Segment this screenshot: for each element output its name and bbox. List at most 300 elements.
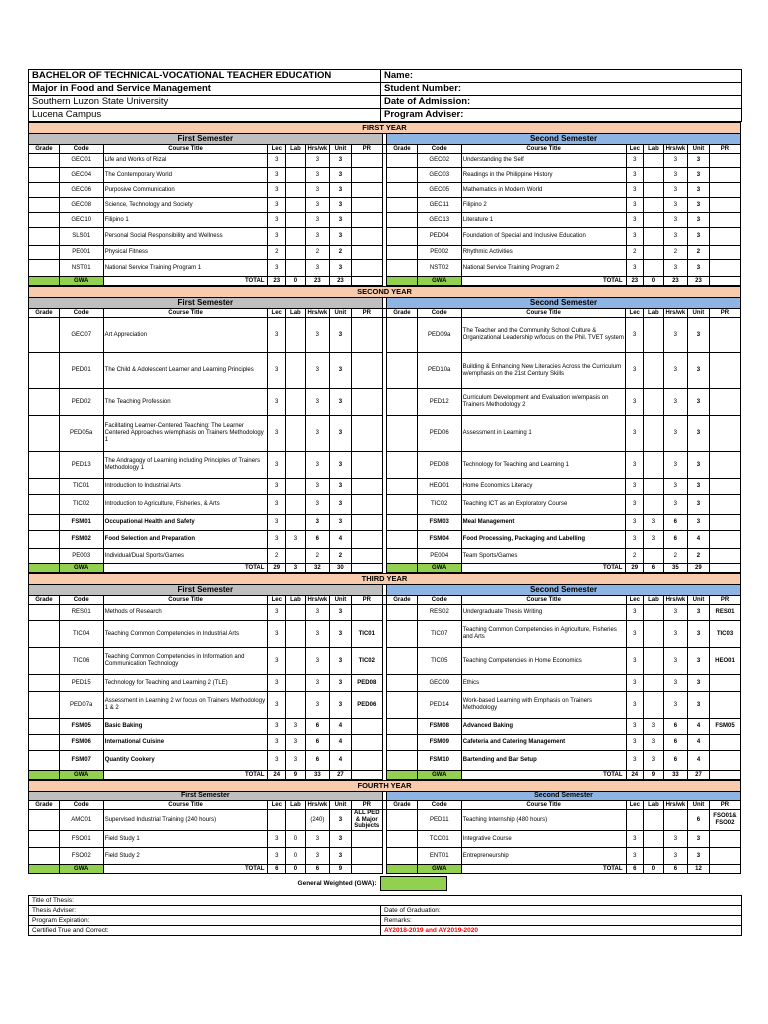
- col-hrs: Hrs/wk: [305, 596, 329, 605]
- course-code: FSM05: [59, 719, 103, 735]
- total-hours: 33: [305, 771, 329, 780]
- grade-cell[interactable]: [29, 648, 60, 675]
- prerequisite: [351, 389, 382, 416]
- prerequisite: [709, 389, 740, 416]
- course-title: The Child & Adolescent Learner and Learning Principles: [103, 353, 268, 389]
- year-title: FIRST YEAR: [29, 123, 741, 134]
- course-units: 2: [329, 246, 351, 260]
- total-lab: 3: [285, 564, 305, 573]
- hours-per-week: 2: [663, 549, 687, 564]
- lec-units: 3: [626, 416, 644, 452]
- lab-units: [643, 452, 663, 479]
- course-code: TIC02: [59, 495, 103, 515]
- lec-units: 3: [268, 531, 286, 549]
- course-code: GEC01: [59, 154, 103, 168]
- prerequisite: ALL PED & Major Subjects: [351, 810, 382, 831]
- program-adviser-field[interactable]: Program Adviser:: [381, 109, 742, 122]
- hours-per-week: 3: [305, 260, 329, 277]
- hours-per-week: 6: [663, 515, 687, 531]
- hours-per-week: 3: [663, 260, 687, 277]
- total-hours: 23: [663, 277, 687, 286]
- course-title: Advanced Baking: [461, 719, 626, 735]
- course-units: 3: [329, 154, 351, 168]
- grade-cell[interactable]: [29, 213, 60, 228]
- col-unit: Unit: [329, 309, 351, 318]
- grade-cell[interactable]: [29, 675, 60, 692]
- student-info-header: [28, 69, 742, 122]
- course-title: Teaching Common Competencies in Agriculture, Fisheries and Arts: [461, 621, 626, 648]
- lab-units: [644, 648, 664, 675]
- course-title: Art Appreciation: [103, 318, 268, 353]
- col-grade: Grade: [387, 309, 418, 318]
- name-field[interactable]: Name:: [381, 70, 742, 83]
- lab-units: [285, 495, 305, 515]
- course-units: 3: [687, 228, 709, 246]
- course-title: Literature 1: [461, 213, 626, 228]
- totals-row: [29, 277, 741, 286]
- course-title: Teaching ICT as an Exploratory Course: [461, 495, 626, 515]
- gwa-label: GWA: [59, 277, 103, 286]
- grade-cell[interactable]: [29, 735, 60, 751]
- grade-cell[interactable]: [387, 183, 418, 198]
- grade-cell[interactable]: [387, 260, 418, 277]
- hours-per-week: 3: [663, 416, 687, 452]
- course-title: Introduction to Industrial Arts: [103, 479, 268, 495]
- course-code: FSO02: [59, 848, 103, 865]
- col-code: Code: [417, 309, 461, 318]
- grade-cell[interactable]: [29, 810, 60, 831]
- course-row: [29, 228, 741, 246]
- grade-cell[interactable]: [387, 719, 418, 735]
- hours-per-week: 3: [663, 675, 687, 692]
- gwa-cell[interactable]: [387, 277, 418, 286]
- grade-cell[interactable]: [387, 810, 418, 831]
- total-hours: 6: [305, 865, 329, 874]
- lec-units: 3: [626, 621, 644, 648]
- col-code: Code: [59, 801, 103, 810]
- general-weighted-value[interactable]: [380, 877, 446, 891]
- gwa-label: GWA: [59, 771, 103, 780]
- grade-cell[interactable]: [29, 389, 60, 416]
- prerequisite: [709, 183, 740, 198]
- grade-cell[interactable]: [387, 735, 418, 751]
- course-title: Meal Management: [461, 515, 626, 531]
- course-code: FSM10: [417, 751, 461, 771]
- course-title: Personal Social Responsibility and Wellness: [103, 228, 268, 246]
- prerequisite: [709, 213, 740, 228]
- lab-units: 3: [286, 751, 306, 771]
- grade-cell[interactable]: [29, 260, 60, 277]
- gwa-cell[interactable]: [387, 771, 418, 780]
- course-units: 3: [688, 621, 710, 648]
- course-title: The Contemporary World: [103, 168, 268, 183]
- prerequisite: [351, 495, 382, 515]
- prerequisite: PED06: [351, 692, 382, 719]
- grade-cell[interactable]: [387, 452, 418, 479]
- grade-cell[interactable]: [387, 213, 418, 228]
- total-lec: 6: [268, 865, 286, 874]
- grade-cell[interactable]: [387, 848, 418, 865]
- lec-units: 3: [268, 154, 286, 168]
- course-row: [29, 495, 741, 515]
- course-units: 3: [688, 692, 710, 719]
- admission-date-field[interactable]: Date of Admission:: [381, 96, 742, 109]
- prerequisite: [351, 848, 382, 865]
- lab-units: [644, 831, 664, 848]
- gwa-cell[interactable]: [29, 771, 60, 780]
- lab-units: [285, 452, 305, 479]
- lec-units: 3: [268, 183, 286, 198]
- year-table: [28, 122, 741, 286]
- course-title: Mathematics in Modern World: [461, 183, 626, 198]
- grade-cell[interactable]: [387, 479, 418, 495]
- grade-cell[interactable]: [29, 246, 60, 260]
- course-code: FSM04: [417, 531, 461, 549]
- lec-units: 3: [268, 416, 286, 452]
- course-code: TCC01: [417, 831, 461, 848]
- prerequisite: [709, 154, 740, 168]
- lec-units: 2: [268, 246, 286, 260]
- gwa-cell[interactable]: [387, 865, 418, 874]
- total-hours: 32: [305, 564, 329, 573]
- total-pr: [709, 277, 740, 286]
- second-semester-header: Second Semester: [387, 792, 741, 801]
- grade-cell[interactable]: [29, 416, 60, 452]
- lab-units: [286, 213, 306, 228]
- course-code: PED12: [417, 389, 461, 416]
- course-units: 4: [688, 719, 710, 735]
- lec-units: 3: [268, 213, 286, 228]
- grade-cell[interactable]: [29, 318, 60, 353]
- lec-units: 3: [268, 260, 286, 277]
- col-course-title: Course Title: [461, 309, 626, 318]
- hours-per-week: 3: [305, 495, 329, 515]
- gwa-label: GWA: [59, 865, 103, 874]
- grade-cell[interactable]: [387, 495, 418, 515]
- col-hrs: Hrs/wk: [305, 801, 329, 810]
- course-title: Rhythmic Activities: [461, 246, 626, 260]
- lab-units: [285, 353, 305, 389]
- course-code: ENT01: [417, 848, 461, 865]
- col-course-title: Course Title: [103, 801, 268, 810]
- course-units: 3: [329, 260, 351, 277]
- course-title: Ethics: [461, 675, 626, 692]
- hours-per-week: 3: [305, 692, 329, 719]
- grade-cell[interactable]: [29, 531, 60, 549]
- hours-per-week: 2: [305, 549, 329, 564]
- hours-per-week: 6: [305, 719, 329, 735]
- lec-units: 3: [626, 515, 644, 531]
- course-code: GEC05: [417, 183, 461, 198]
- grade-cell[interactable]: [387, 648, 418, 675]
- prerequisite: TIC01: [351, 621, 382, 648]
- lab-units: 3: [286, 719, 306, 735]
- grade-cell[interactable]: [29, 831, 60, 848]
- col-hrs: Hrs/wk: [663, 309, 687, 318]
- prerequisite: [351, 452, 382, 479]
- grade-cell[interactable]: [29, 452, 60, 479]
- hours-per-week: 3: [305, 183, 329, 198]
- lab-units: [643, 416, 663, 452]
- col-hrs: Hrs/wk: [305, 309, 329, 318]
- grade-cell[interactable]: [387, 692, 418, 719]
- course-title: Teaching Common Competencies in Information and Communication Technology: [103, 648, 268, 675]
- course-row: [29, 416, 741, 452]
- hours-per-week: 3: [305, 168, 329, 183]
- total-hours: 33: [663, 771, 687, 780]
- grade-cell[interactable]: [387, 621, 418, 648]
- course-units: 3: [329, 692, 351, 719]
- lab-units: [286, 648, 306, 675]
- total-pr: [351, 865, 382, 874]
- curriculum-years: [28, 122, 741, 874]
- hours-per-week: 3: [663, 452, 687, 479]
- prerequisite: [709, 848, 740, 865]
- grade-cell[interactable]: [29, 154, 60, 168]
- grade-cell[interactable]: [387, 318, 418, 353]
- prerequisite: HEO01: [709, 648, 740, 675]
- course-units: 3: [688, 675, 710, 692]
- grade-cell[interactable]: [29, 848, 60, 865]
- course-title: Curriculum Development and Evaluation w/empasis on Trainers Methodology 2: [461, 389, 626, 416]
- gwa-cell[interactable]: [29, 865, 60, 874]
- grade-cell[interactable]: [387, 416, 418, 452]
- lab-units: [644, 246, 664, 260]
- student-number-field[interactable]: Student Number:: [381, 83, 742, 96]
- course-row: [29, 452, 741, 479]
- grade-cell[interactable]: [387, 515, 418, 531]
- lec-units: [268, 810, 286, 831]
- gwa-label: GWA: [417, 771, 461, 780]
- lab-units: 3: [285, 531, 305, 549]
- course-title: The Andragogy of Learning including Principles of Trainers Methodology 1: [103, 452, 268, 479]
- grade-cell[interactable]: [387, 531, 418, 549]
- course-units: 3: [688, 648, 710, 675]
- course-units: 4: [329, 531, 351, 549]
- prerequisite: [351, 751, 382, 771]
- lec-units: 3: [626, 198, 644, 213]
- hours-per-week: 3: [663, 831, 687, 848]
- course-units: 3: [329, 318, 351, 353]
- course-code: SLS01: [59, 228, 103, 246]
- grade-cell[interactable]: [387, 605, 418, 621]
- total-label: TOTAL: [103, 865, 268, 874]
- program-expiration-field[interactable]: Program Expiration:: [29, 916, 381, 926]
- lab-units: [644, 621, 664, 648]
- course-code: TIC06: [59, 648, 103, 675]
- total-lab: 9: [286, 771, 306, 780]
- lec-units: 3: [268, 751, 286, 771]
- prerequisite: [351, 154, 382, 168]
- course-title: The Teaching Profession: [103, 389, 268, 416]
- lec-units: 3: [268, 479, 286, 495]
- lab-units: [286, 198, 306, 213]
- grade-cell[interactable]: [29, 621, 60, 648]
- gwa-label: GWA: [417, 277, 461, 286]
- general-weighted-label: General Weighted (GWA):: [297, 880, 377, 888]
- course-units: 3: [687, 183, 709, 198]
- course-title: Physical Fitness: [103, 246, 268, 260]
- grade-cell[interactable]: [387, 389, 418, 416]
- prerequisite: [351, 719, 382, 735]
- total-pr: [351, 771, 382, 780]
- hours-per-week: 3: [663, 479, 687, 495]
- hours-per-week: [663, 810, 687, 831]
- lab-units: [644, 810, 664, 831]
- remarks-field[interactable]: Remarks:: [381, 916, 742, 926]
- hours-per-week: 3: [663, 154, 687, 168]
- lab-units: [286, 605, 306, 621]
- certified-field[interactable]: Certified True and Correct:: [29, 926, 381, 936]
- graduation-date-field[interactable]: Date of Graduation:: [381, 906, 742, 916]
- hours-per-week: 6: [663, 531, 687, 549]
- grade-cell[interactable]: [387, 246, 418, 260]
- lec-units: 3: [626, 228, 644, 246]
- prerequisite: RES01: [709, 605, 740, 621]
- grade-cell[interactable]: [29, 549, 60, 564]
- hours-per-week: 6: [663, 719, 687, 735]
- lab-units: [643, 479, 663, 495]
- hours-per-week: 3: [305, 154, 329, 168]
- gwa-cell[interactable]: [387, 564, 418, 573]
- lec-units: 3: [268, 692, 286, 719]
- grade-cell[interactable]: [387, 198, 418, 213]
- col-lab: Lab: [644, 145, 664, 154]
- col-grade: Grade: [29, 801, 60, 810]
- grade-cell[interactable]: [387, 831, 418, 848]
- col-lab: Lab: [643, 309, 663, 318]
- total-lec: 29: [268, 564, 286, 573]
- lec-units: 3: [626, 531, 644, 549]
- grade-cell[interactable]: [29, 515, 60, 531]
- lab-units: [286, 228, 306, 246]
- course-code: PED02: [59, 389, 103, 416]
- prerequisite: [709, 228, 740, 246]
- course-row: [29, 751, 741, 771]
- grade-cell[interactable]: [387, 154, 418, 168]
- col-course-title: Course Title: [103, 145, 268, 154]
- major-title: Major in Food and Service Management: [29, 83, 381, 96]
- hours-per-week: 3: [305, 198, 329, 213]
- lab-units: [644, 213, 664, 228]
- course-units: 3: [329, 183, 351, 198]
- grade-cell[interactable]: [29, 751, 60, 771]
- course-row: [29, 318, 741, 353]
- thesis-title-field[interactable]: Title of Thesis:: [29, 896, 742, 906]
- lab-units: 3: [644, 751, 664, 771]
- prerequisite: [709, 549, 740, 564]
- total-units: 27: [329, 771, 351, 780]
- col-grade: Grade: [387, 145, 418, 154]
- col-code: Code: [417, 596, 461, 605]
- year-table: [28, 573, 741, 780]
- course-units: 3: [687, 479, 709, 495]
- grade-cell[interactable]: [387, 168, 418, 183]
- grade-cell[interactable]: [387, 228, 418, 246]
- col-course-title: Course Title: [103, 309, 268, 318]
- course-code: TIC07: [417, 621, 461, 648]
- hours-per-week: 3: [663, 648, 687, 675]
- prerequisite: FSO01& FSO02: [709, 810, 740, 831]
- grade-cell[interactable]: [387, 675, 418, 692]
- course-units: 3: [687, 260, 709, 277]
- course-units: 3: [687, 831, 709, 848]
- hours-per-week: 3: [305, 452, 329, 479]
- total-lab: 6: [643, 564, 663, 573]
- course-code: NST02: [417, 260, 461, 277]
- course-units: 3: [687, 848, 709, 865]
- total-label: TOTAL: [461, 277, 626, 286]
- grade-cell[interactable]: [29, 168, 60, 183]
- grade-cell[interactable]: [387, 751, 418, 771]
- course-code: AMC01: [59, 810, 103, 831]
- total-lab: 9: [644, 771, 664, 780]
- gwa-cell[interactable]: [29, 277, 60, 286]
- col-pr: PR: [709, 145, 740, 154]
- col-lec: Lec: [626, 309, 644, 318]
- course-title: National Service Training Program 2: [461, 260, 626, 277]
- course-title: Occupational Health and Safety: [103, 515, 268, 531]
- course-row: [29, 648, 741, 675]
- total-label: TOTAL: [103, 564, 268, 573]
- grade-cell[interactable]: [387, 353, 418, 389]
- course-row: [29, 479, 741, 495]
- course-title: Filipino 1: [103, 213, 268, 228]
- course-units: 3: [329, 213, 351, 228]
- col-hrs: Hrs/wk: [663, 801, 687, 810]
- lec-units: 3: [626, 154, 644, 168]
- grade-cell[interactable]: [29, 605, 60, 621]
- col-lec: Lec: [268, 145, 286, 154]
- grade-cell[interactable]: [29, 479, 60, 495]
- course-title: Assessment in Learning 1: [461, 416, 626, 452]
- thesis-adviser-field[interactable]: Thesis Adviser:: [29, 906, 381, 916]
- lab-units: [286, 675, 306, 692]
- course-code: PED14: [417, 692, 461, 719]
- grade-cell[interactable]: [29, 353, 60, 389]
- course-code: FSM08: [417, 719, 461, 735]
- course-title: Individual/Dual Sports/Games: [103, 549, 268, 564]
- course-code: GEC08: [59, 198, 103, 213]
- lab-units: [644, 692, 664, 719]
- prerequisite: TIC02: [351, 648, 382, 675]
- total-lec: 6: [626, 865, 644, 874]
- course-row: [29, 213, 741, 228]
- grade-cell[interactable]: [29, 495, 60, 515]
- hours-per-week: 3: [305, 213, 329, 228]
- total-label: TOTAL: [461, 771, 626, 780]
- second-semester-header: Second Semester: [387, 134, 741, 145]
- lab-units: [644, 228, 664, 246]
- course-units: 3: [687, 515, 709, 531]
- course-title: Technology for Teaching and Learning 1: [461, 452, 626, 479]
- grade-cell[interactable]: [29, 198, 60, 213]
- total-pr: [351, 277, 382, 286]
- total-units: 27: [688, 771, 710, 780]
- prerequisite: [709, 452, 740, 479]
- prerequisite: PED08: [351, 675, 382, 692]
- total-lab: 0: [644, 277, 664, 286]
- grade-cell[interactable]: [29, 228, 60, 246]
- gwa-cell[interactable]: [29, 564, 60, 573]
- grade-cell[interactable]: [387, 549, 418, 564]
- grade-cell[interactable]: [29, 692, 60, 719]
- course-code: GEC09: [417, 675, 461, 692]
- grade-cell[interactable]: [29, 183, 60, 198]
- course-title: Teaching Internship (480 hours): [461, 810, 626, 831]
- grade-cell[interactable]: [29, 719, 60, 735]
- total-label: TOTAL: [461, 865, 626, 874]
